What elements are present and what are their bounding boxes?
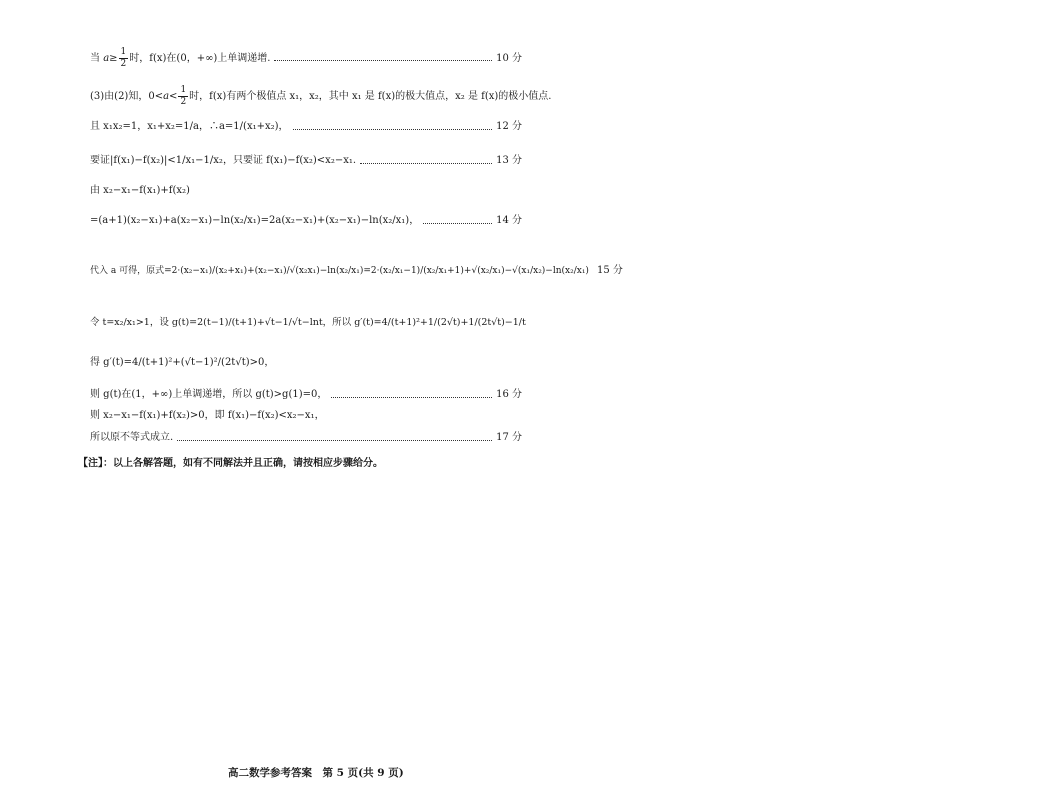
leader-dots [274, 60, 492, 61]
score-label: 10 分 [496, 52, 522, 64]
line-7-text: 代入 a 可得，原式=2·(x₂−x₁)/(x₂+x₁)+(x₂−x₁)/√(x₂x₁)−ln(x₂/x₁)=2·(x₂/x₁−1)/(x₂/x₁+1)+√(x₂/x₁)−√(x₁/x₂)−ln(x₂/x₁) [90, 265, 589, 276]
line-1-text: 时，f(x)在(0，+∞)上单调递增. [129, 53, 271, 64]
answer-line-8 [90, 317, 526, 328]
answer-line-2: (3)由(2)知，0<a< $\frac{1}{2}$ 时，f(x)有两个极值点 x₁，x₂，其中 x₁ 是 f(x)的极大值点，x₂ 是 f(x)的极小值点. [90, 85, 552, 107]
score-label: 17 分 [496, 432, 522, 443]
leader-dots [423, 223, 492, 224]
score-label: 13 分 [496, 155, 522, 166]
leader-dots [331, 397, 492, 398]
line-5-text: 由 x₂−x₁−f(x₁)+f(x₂) [90, 185, 190, 196]
line-6-text: =(a+1)(x₂−x₁)+a(x₂−x₁)−ln(x₂/x₁)=2a(x₂−x₁)+(x₂−x₁)−ln(x₂/x₁)， [90, 215, 420, 226]
answer-line-6 [90, 216, 522, 226]
score-label: 16 分 [496, 389, 522, 400]
line-3-text: 且 x₁x₂=1，x₁+x₂=1/a，∴a=1/(x₁+x₂)， [90, 121, 289, 132]
line-9-text: 得 g′(t)=4/(t+1)²+(√t−1)²/(2t√t)>0， [90, 357, 275, 368]
score-label: 14 分 [496, 215, 522, 226]
line-4-text: 要证|f(x₁)−f(x₂)|<1/x₁−1/x₂，只要证 f(x₁)−f(x₂)<x₂−x₁. [90, 155, 357, 166]
grading-note: 【注】：以上各解答题，如有不同解法并且正确，请按相应步骤给分。 [78, 458, 383, 469]
leader-dots [177, 440, 492, 441]
answer-line-3 [90, 122, 522, 132]
line-12-text: 所以原不等式成立. [90, 432, 174, 443]
line-2-text: 时，f(x)有两个极值点 x₁，x₂，其中 x₁ 是 f(x)的极大值点，x₂ 是 f(x)的极小值点. [189, 91, 552, 102]
answer-line-4 [90, 156, 522, 166]
answer-line-11 [90, 411, 522, 421]
score-label: 12 分 [496, 121, 522, 132]
answer-line-1: 当 a≥ $\frac{1}{2}$ 时，f(x)在(0，+∞)上单调递增. 10 分 [90, 47, 522, 69]
leader-dots [293, 129, 493, 130]
answer-line-10 [90, 390, 522, 400]
score-label: 15 分 [596, 265, 623, 276]
line-10-text: 则 g(t)在(1，+∞)上单调递增，所以 g(t)>g(1)=0， [90, 389, 328, 400]
leader-dots [360, 163, 492, 164]
page-footer: 高二数学参考答案 第 5 页(共 9 页) [228, 767, 404, 779]
line-11-text: 则 x₂−x₁−f(x₁)+f(x₂)>0，即 f(x₁)−f(x₂)<x₂−x₁， [90, 410, 325, 421]
answer-line-5 [90, 186, 522, 196]
answer-line-7 [90, 265, 623, 276]
answer-line-12 [90, 433, 522, 443]
line-8-text: 令 t=x₂/x₁>1，设 g(t)=2(t−1)/(t+1)+√t−1/√t−lnt，所以 g′(t)=4/(t+1)²+1/(2√t)+1/(2t√t)−1/t [90, 317, 526, 328]
answer-line-9 [90, 358, 522, 368]
